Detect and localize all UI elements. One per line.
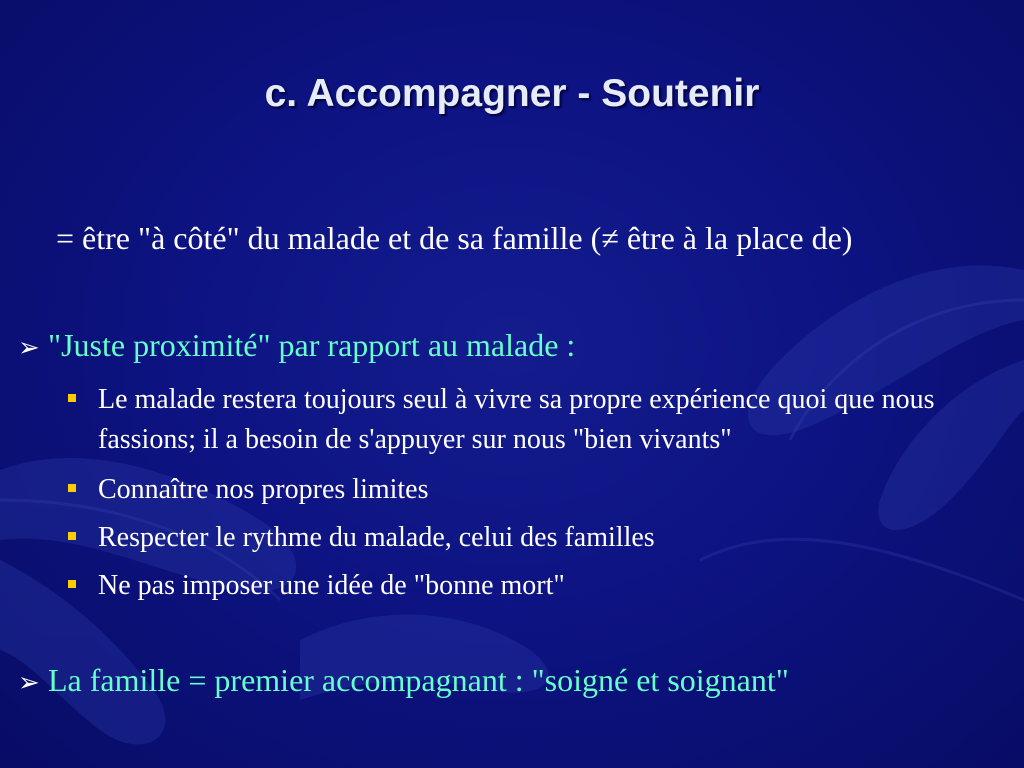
- subbullet-rythme: [68, 518, 1018, 558]
- subbullet-text: Ne pas imposer une idée de "bonne mort": [98, 570, 565, 601]
- bullet-juste-proximite: [18, 327, 575, 364]
- square-bullet-icon: [68, 532, 76, 540]
- bullet-text: La famille = premier accompagnant : "soigné et soignant": [48, 662, 789, 698]
- subbullet-text: Le malade restera toujours seul à vivre sa propre expérience quoi que nous fassions; il a besoin de s'appuyer sur nous "bien vivants": [98, 384, 935, 455]
- slide-title: c. Accompagner - Soutenir: [264, 72, 760, 115]
- subbullet-text: Connaître nos propres limites: [98, 474, 429, 505]
- arrowhead-icon: ➢: [18, 333, 40, 363]
- subbullet-limites: [68, 470, 1018, 510]
- definition-text: = être "à côté" du malade et de sa famille (≠ être à la place de): [56, 220, 853, 256]
- square-bullet-icon: [68, 580, 76, 588]
- subbullet-seul: [68, 380, 1018, 460]
- square-bullet-icon: [68, 394, 76, 402]
- bullet-text: "Juste proximité" par rapport au malade :: [48, 327, 576, 363]
- bullet-famille: [18, 662, 789, 699]
- arrowhead-icon: ➢: [18, 668, 40, 698]
- subbullet-bonne-mort: [68, 566, 1018, 606]
- subbullet-text: Respecter le rythme du malade, celui des familles: [98, 522, 655, 553]
- square-bullet-icon: [68, 484, 76, 492]
